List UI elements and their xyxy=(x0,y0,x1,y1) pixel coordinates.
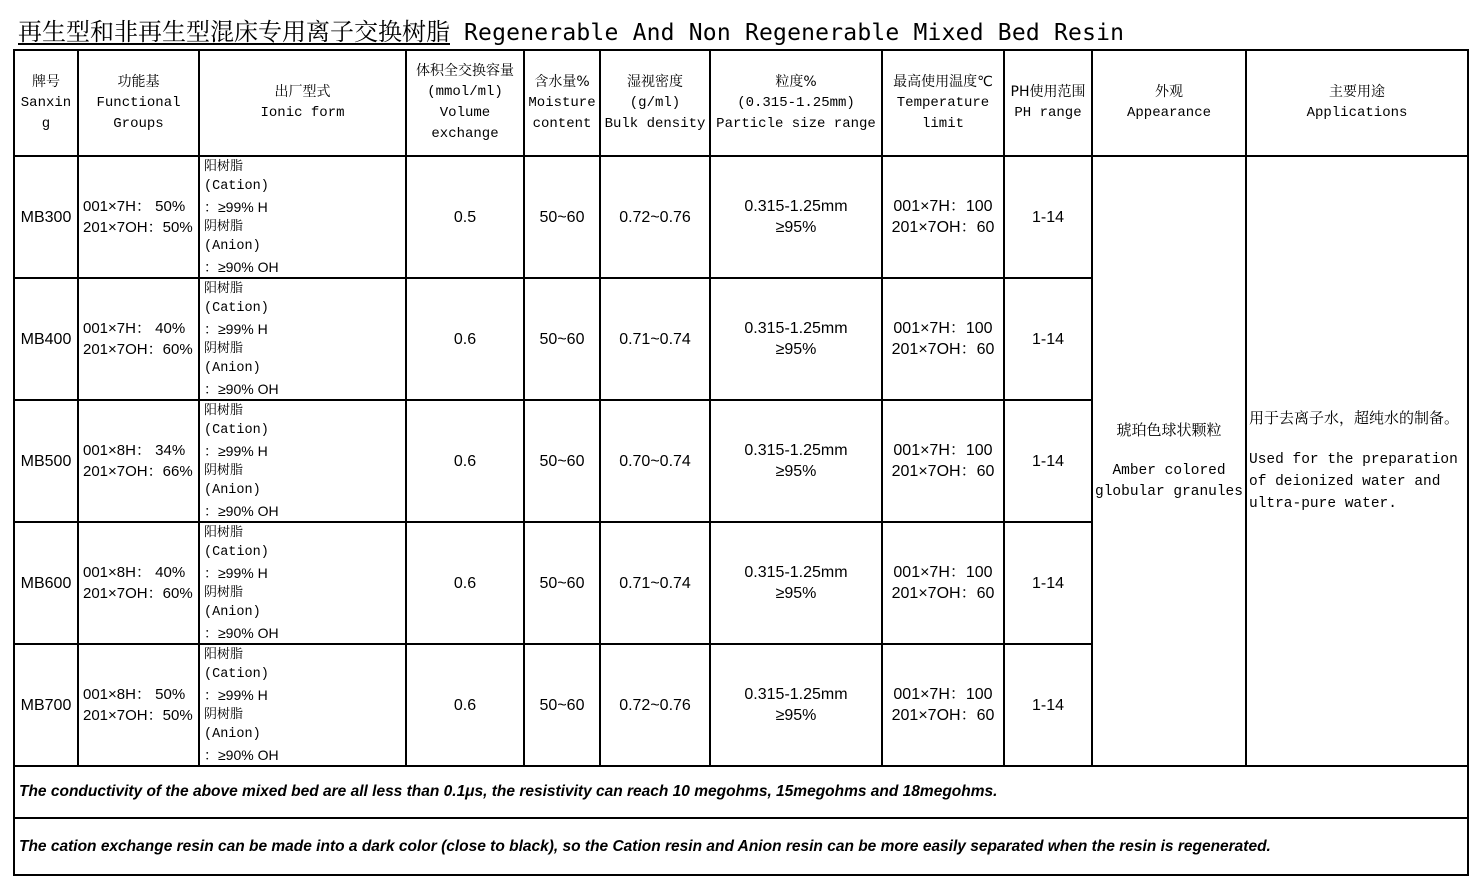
ph-cell: 1-14 xyxy=(1004,156,1092,278)
ionic-form-cell: 阳树脂 (Cation) ：≥99% H 阴树脂 (Anion) ：≥90% OH xyxy=(199,278,406,400)
temperature-cell: 001×7H：100 201×7OH：60 xyxy=(882,278,1004,400)
moisture-cell: 50~60 xyxy=(524,644,600,766)
header-temperature: 最高使用温度℃ Temperature limit xyxy=(882,50,1004,156)
title-english: Regenerable And Non Regenerable Mixed Bed Resin xyxy=(464,20,1125,46)
moisture-cell: 50~60 xyxy=(524,400,600,522)
density-cell: 0.70~0.74 xyxy=(600,400,710,522)
note-conductivity: The conductivity of the above mixed bed are all less than 0.1μs, the resistivity can reach 10 megohms, 15megohms and 18megohms. xyxy=(14,766,1468,818)
ph-cell: 1-14 xyxy=(1004,278,1092,400)
temperature-cell: 001×7H：100 201×7OH：60 xyxy=(882,522,1004,644)
ionic-form-cell: 阳树脂 (Cation) ：≥99% H 阴树脂 (Anion) ：≥90% OH xyxy=(199,522,406,644)
functional-group-cell: 001×8H： 40% 201×7OH：60% xyxy=(78,522,199,644)
temperature-cell: 001×7H：100 201×7OH：60 xyxy=(882,644,1004,766)
note-cation-color: The cation exchange resin can be made into a dark color (close to black), so the Cation resin and Anion resin can be more easily separated when the resin is regenerated. xyxy=(14,818,1468,875)
particle-cell: 0.315-1.25mm ≥95% xyxy=(710,400,882,522)
temperature-cell: 001×7H：100 201×7OH：60 xyxy=(882,400,1004,522)
ionic-form-cell: 阳树脂 (Cation) ：≥99% H 阴树脂 (Anion) ：≥90% OH xyxy=(199,156,406,278)
header-volume-exchange: 体积全交换容量 (mmol/ml) Volume exchange xyxy=(406,50,524,156)
volume-cell: 0.6 xyxy=(406,278,524,400)
header-bulk-density: 湿视密度 (g/ml) Bulk density xyxy=(600,50,710,156)
header-ionic-form: 出厂型式 Ionic form xyxy=(199,50,406,156)
header-functional-groups: 功能基 Functional Groups xyxy=(78,50,199,156)
volume-cell: 0.5 xyxy=(406,156,524,278)
density-cell: 0.71~0.74 xyxy=(600,278,710,400)
ionic-form-cell: 阳树脂 (Cation) ：≥99% H 阴树脂 (Anion) ：≥90% OH xyxy=(199,644,406,766)
functional-group-cell: 001×8H： 34% 201×7OH：66% xyxy=(78,400,199,522)
particle-cell: 0.315-1.25mm ≥95% xyxy=(710,644,882,766)
particle-cell: 0.315-1.25mm ≥95% xyxy=(710,156,882,278)
density-cell: 0.71~0.74 xyxy=(600,522,710,644)
ph-cell: 1-14 xyxy=(1004,644,1092,766)
header-moisture: 含水量% Moisture content xyxy=(524,50,600,156)
temperature-cell: 001×7H：100 201×7OH：60 xyxy=(882,156,1004,278)
moisture-cell: 50~60 xyxy=(524,156,600,278)
header-ph-range: PH使用范围 PH range xyxy=(1004,50,1092,156)
functional-group-cell: 001×7H： 50% 201×7OH：50% xyxy=(78,156,199,278)
moisture-cell: 50~60 xyxy=(524,522,600,644)
model-cell: MB700 xyxy=(14,644,78,766)
header-applications: 主要用途 Applications xyxy=(1246,50,1468,156)
density-cell: 0.72~0.76 xyxy=(600,156,710,278)
density-cell: 0.72~0.76 xyxy=(600,644,710,766)
moisture-cell: 50~60 xyxy=(524,278,600,400)
functional-group-cell: 001×7H： 40% 201×7OH：60% xyxy=(78,278,199,400)
resin-spec-table xyxy=(13,49,1469,876)
note-row xyxy=(14,766,1468,818)
header-particle-size: 粒度% (0.315-1.25mm) Particle size range xyxy=(710,50,882,156)
appearance-cell: 琥珀色球状颗粒 Amber colored globular granules xyxy=(1092,156,1246,766)
functional-group-cell: 001×8H： 50% 201×7OH：50% xyxy=(78,644,199,766)
table-header-row xyxy=(14,50,1468,156)
header-appearance: 外观 Appearance xyxy=(1092,50,1246,156)
model-cell: MB400 xyxy=(14,278,78,400)
ph-cell: 1-14 xyxy=(1004,522,1092,644)
volume-cell: 0.6 xyxy=(406,400,524,522)
particle-cell: 0.315-1.25mm ≥95% xyxy=(710,278,882,400)
ionic-form-cell: 阳树脂 (Cation) ：≥99% H 阴树脂 (Anion) ：≥90% OH xyxy=(199,400,406,522)
ph-cell: 1-14 xyxy=(1004,400,1092,522)
model-cell: MB600 xyxy=(14,522,78,644)
header-model: 牌号 Sanxing xyxy=(14,50,78,156)
title-chinese: 再生型和非再生型混床专用离子交换树脂 xyxy=(18,18,450,46)
applications-cell: 用于去离子水，超纯水的制备。 Used for the preparation of deionized water and ultra-pure water. xyxy=(1246,156,1468,766)
volume-cell: 0.6 xyxy=(406,522,524,644)
note-row xyxy=(14,818,1468,875)
model-cell: MB500 xyxy=(14,400,78,522)
model-cell: MB300 xyxy=(14,156,78,278)
volume-cell: 0.6 xyxy=(406,644,524,766)
particle-cell: 0.315-1.25mm ≥95% xyxy=(710,522,882,644)
document-title xyxy=(18,16,1124,48)
table-row xyxy=(14,156,1468,278)
